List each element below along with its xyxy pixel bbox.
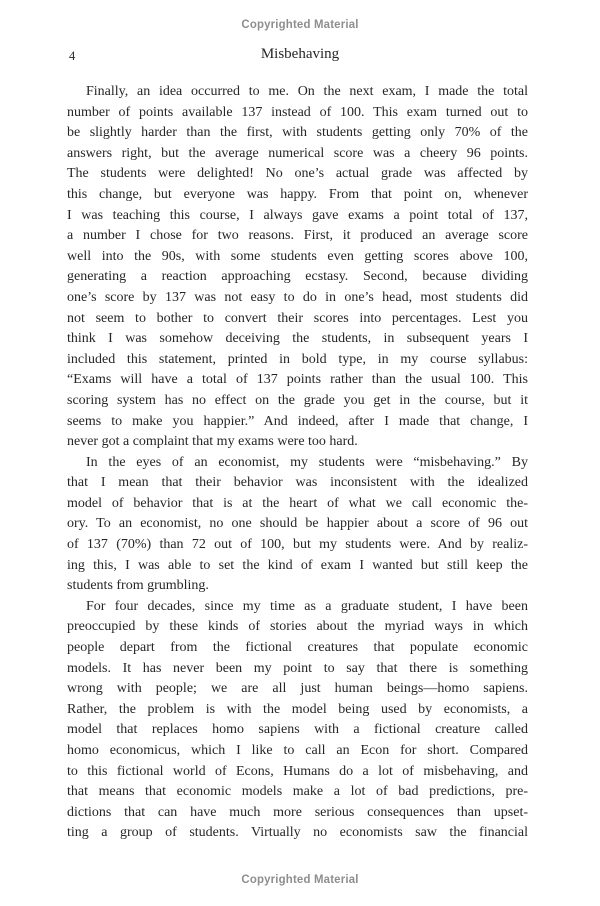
text-line: never got a complaint that my exams were too hard. [67,434,358,450]
text-line: people depart from the fictional creatures that populate economic [67,640,528,656]
copyright-banner-top: Copyrighted Material [241,17,359,31]
page-number: 4 [69,49,76,63]
copyright-banner-bottom: Copyrighted Material [241,872,359,886]
text-line: of 137 (70%) than 72 out of 100, but my students were. And by realiz- [67,537,528,553]
running-title: Misbehaving [260,46,340,62]
body-text [67,82,528,844]
paragraph [67,453,528,597]
text-line: model of behavior that is at the heart of what we call economic the- [67,495,528,511]
text-line: not seem to bother to convert their scores into percentages. Lest you [67,310,528,326]
text-line: The students were delighted! No one’s actual grade was affected by [67,166,528,182]
text-line: that I mean that their behavior was inconsistent with the idealized [67,475,528,491]
text-line: scoring system has no effect on the grade you get in the course, but it [67,392,528,408]
text-line: Finally, an idea occurred to me. On the next exam, I made the total [86,84,528,99]
text-line: ory. To an economist, no one should be happier about a score of 96 out [67,516,528,532]
text-line: think I was somehow deceiving the students, in subsequent years I [67,331,528,347]
text-line: this change, but everyone was happy. From that point on, whenever [67,186,528,202]
text-line: a number I chose for two reasons. First, it produced an average score [67,228,528,244]
text-line: one’s score by 137 was not easy to do in one’s head, most students did [67,289,528,305]
text-line: answers right, but the average numerical score was a cheery 96 points. [67,145,528,161]
text-line: included this statement, printed in bold type, in my course syllabus: [67,351,528,367]
text-line: For four decades, since my time as a graduate student, I have been [86,598,528,614]
text-line: Rather, the problem is with the model being used by economists, a [67,701,528,717]
text-line: students from grumbling. [67,578,209,594]
paragraph [67,82,528,453]
text-line: preoccupied by these kinds of stories about the myriad ways in which [67,619,528,635]
text-line: number of points available 137 instead of 100. This exam turned out to [67,104,528,120]
text-line: to this fictional world of Econs, Humans do a lot of misbehaving, and [67,763,528,779]
paragraph [67,597,528,844]
text-line: ting a group of students. Virtually no economists saw the financial [67,825,528,841]
text-line: be slightly harder than the first, with students getting only 70% of the [67,125,528,141]
text-line: homo economicus, which I like to call an Econ for short. Compared [67,743,528,758]
text-line: dictions that can have much more serious consequences than upset- [67,804,528,820]
text-line: I was teaching this course, I always gave exams a point total of 137, [67,207,528,223]
text-line: ing this, I was able to set the kind of exam I wanted but still keep the [67,557,528,573]
text-line: that means that economic models make a lot of bad predictions, pre- [67,784,528,800]
text-line: model that replaces homo sapiens with a fictional creature called [67,722,528,738]
text-line: In the eyes of an economist, my students were “misbehaving.” By [86,454,528,470]
text-line: seems to make you happier.” And indeed, after I made that change, I [67,413,528,429]
text-line: well into the 90s, with some students even getting scores above 100, [67,248,528,264]
text-line: wrong with people; we are all just human beings—homo sapiens. [67,681,528,697]
text-line: generating a reaction approaching ecstasy. Second, because dividing [67,269,528,285]
text-line: “Exams will have a total of 137 points rather than the usual 100. This [67,372,528,388]
text-line: models. It has never been my point to say that there is something [67,660,528,676]
